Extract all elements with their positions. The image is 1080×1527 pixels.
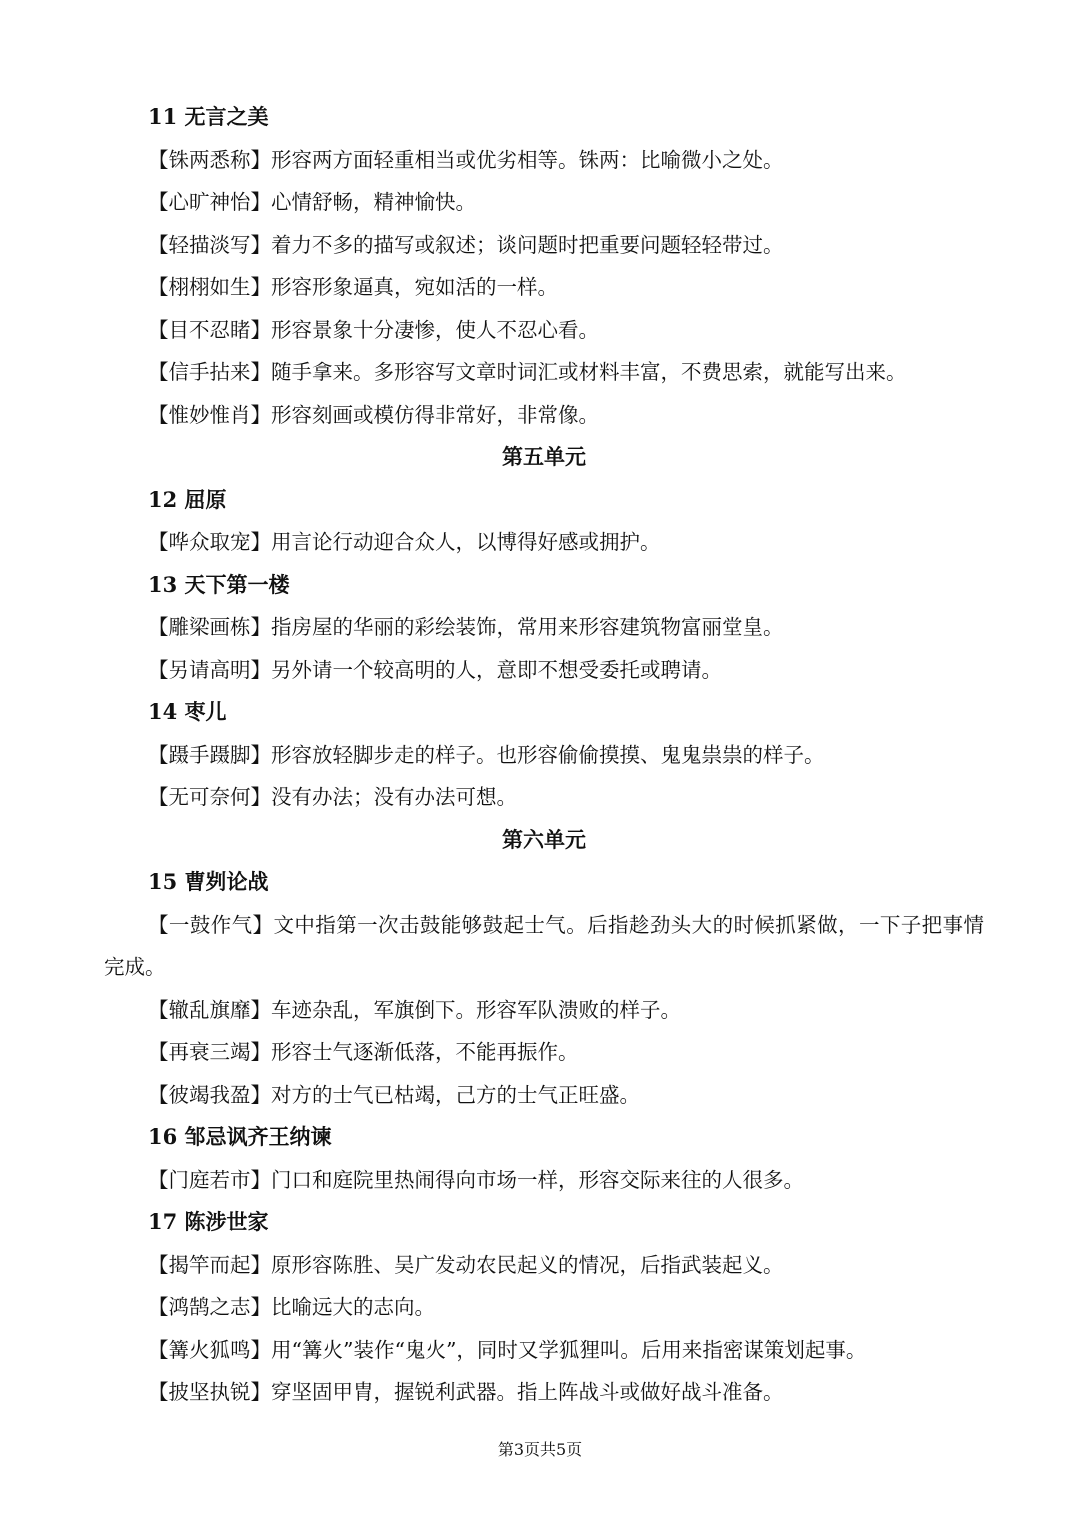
page-number-footer: 第3页共5页 (497, 1440, 583, 1459)
lesson-heading: 11 无言之美 (148, 104, 269, 129)
idiom-entry: 【无可奈何】没有办法；没有办法可想。 (148, 785, 517, 809)
idiom-entry: 【哗众取宠】用言论行动迎合众人，以博得好感或拥护。 (148, 530, 661, 554)
idiom-entry: 【另请高明】另外请一个较高明的人，意即不想受委托或聘请。 (148, 657, 722, 682)
idiom-entry: 【辙乱旗靡】车迹杂乱，军旗倒下。形容军队溃败的样子。 (148, 997, 681, 1022)
lesson-heading: 15 曹刿论战 (148, 869, 269, 894)
idiom-entry: 【心旷神怡】心情舒畅，精神愉快。 (148, 190, 476, 214)
lesson-heading: 14 枣儿 (148, 699, 227, 724)
idiom-entry: 【篝火狐鸣】用“篝火”装作“鬼火”，同时又学狐狸叫。后用来指密谋策划起事。 (148, 1337, 867, 1362)
idiom-entry: 【蹑手蹑脚】形容放轻脚步走的样子。也形容偷偷摸摸、鬼鬼祟祟的样子。 (148, 742, 825, 767)
idiom-entry: 【信手拈来】随手拿来。多形容写文章时词汇或材料丰富，不费思索，就能写出来。 (148, 360, 907, 384)
lesson-heading: 13 天下第一楼 (148, 571, 290, 597)
idiom-entry: 【鸿鹄之志】比喻远大的志向。 (148, 1295, 435, 1319)
idiom-entry: 【雕梁画栋】指房屋的华丽的彩绘装饰，常用来形容建筑物富丽堂皇。 (148, 615, 784, 639)
lesson-heading: 16 邹忌讽齐王纳谏 (148, 1124, 332, 1149)
unit-heading: 第六单元 (502, 826, 586, 852)
idiom-entry: 【彼竭我盈】对方的士气已枯竭，己方的士气正旺盛。 (148, 1082, 640, 1107)
unit-heading: 第五单元 (502, 444, 586, 469)
idiom-entry: 【铢两悉称】形容两方面轻重相当或优劣相等。铢两：比喻微小之处。 (148, 147, 784, 172)
lesson-heading: 17 陈涉世家 (148, 1209, 269, 1234)
idiom-entry: 【栩栩如生】形容形象逼真，宛如活的一样。 (148, 275, 558, 299)
idiom-entry: 【门庭若市】门口和庭院里热闹得向市场一样，形容交际来往的人很多。 (148, 1167, 804, 1192)
idiom-entry: 【再衰三竭】形容士气逐渐低落，不能再振作。 (148, 1040, 579, 1064)
idiom-entry: 【惟妙惟肖】形容刻画或模仿得非常好，非常像。 (148, 402, 599, 427)
idiom-entry: 【披坚执锐】穿坚固甲胄，握锐利武器。指上阵战斗或做好战斗准备。 (148, 1380, 784, 1404)
idiom-entry: 【目不忍睹】形容景象十分凄惨，使人不忍心看。 (148, 317, 599, 342)
lesson-heading: 12 屈原 (148, 486, 227, 512)
idiom-entry: 【揭竿而起】原形容陈胜、吴广发动农民起义的情况，后指武装起义。 (148, 1252, 784, 1277)
idiom-entry: 【一鼓作气】文中指第一次击鼓能够鼓起士气。后指趁劲头大的时候抓紧做，一下子把事情完成。 (104, 912, 984, 979)
idiom-entry: 【轻描淡写】着力不多的描写或叙述；谈问题时把重要问题轻轻带过。 (148, 232, 784, 257)
document-content (104, 96, 984, 1414)
